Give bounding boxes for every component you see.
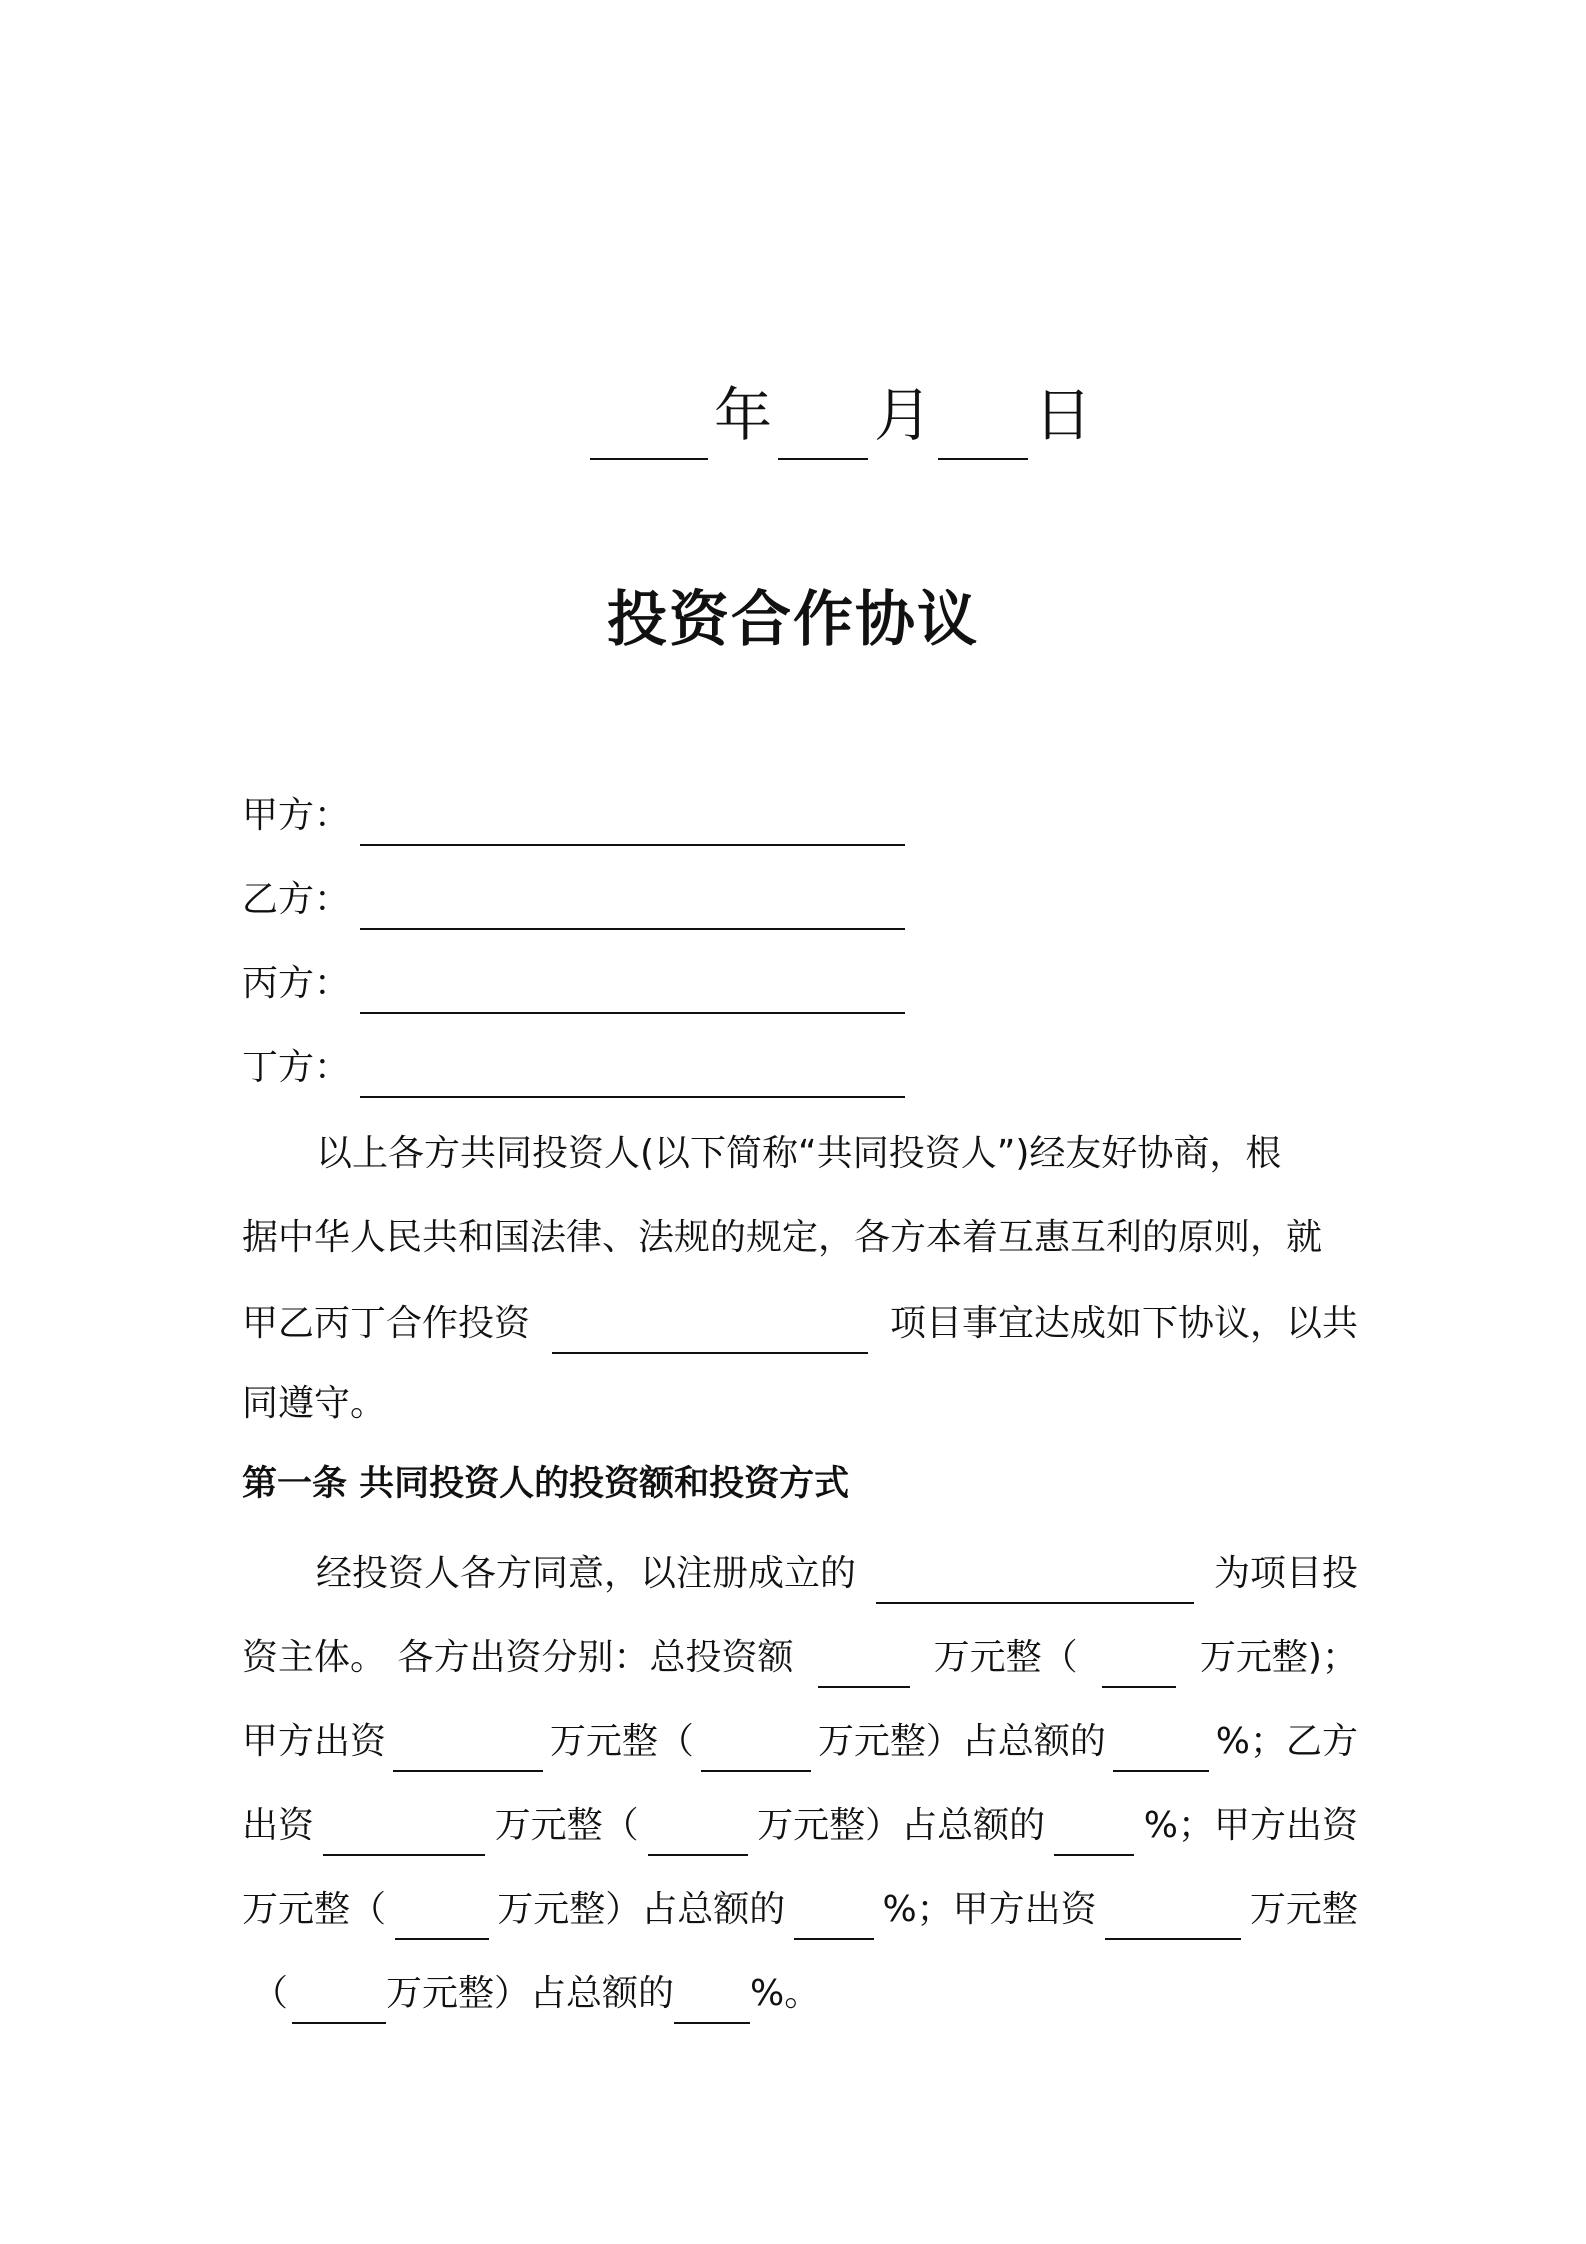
party-c-blank[interactable] xyxy=(360,954,905,1014)
party-c-amount-words-blank[interactable] xyxy=(395,1880,489,1940)
party-a-amount-blank[interactable] xyxy=(393,1712,543,1772)
intro-text-1: 以上各方共同投资人(以下简称“共同投资人”)经友好协商，根 xyxy=(316,1133,1282,1174)
party-d-label: 丁方： xyxy=(242,1047,351,1088)
party-b-label: 乙方： xyxy=(242,879,351,920)
intro-line-2 xyxy=(242,1204,1358,1268)
a1-text-2c: 万元整)； xyxy=(1199,1637,1358,1678)
party-b-amount-words-blank[interactable] xyxy=(648,1796,748,1856)
party-d-amount-words-blank[interactable] xyxy=(292,1964,386,2024)
intro-text-2: 据中华人民共和国法律、法规的规定，各方本着互惠互利的原则，就 xyxy=(242,1217,1323,1258)
total-investment-words-blank[interactable] xyxy=(1102,1628,1176,1688)
article-1-line-4 xyxy=(242,1792,1358,1856)
a1-text-1a: 经投资人各方同意，以注册成立的 xyxy=(316,1553,857,1594)
a1-text-6b: 万元整）占总额的 xyxy=(386,1973,675,2014)
day-blank[interactable] xyxy=(938,378,1028,460)
party-c-percent-blank[interactable] xyxy=(794,1880,874,1940)
party-a-percent-blank[interactable] xyxy=(1113,1712,1209,1772)
party-d-percent-blank[interactable] xyxy=(674,1964,750,2024)
article-1-line-2 xyxy=(242,1624,1358,1688)
a1-text-6a: （ xyxy=(252,1973,289,2014)
a1-text-4b: 万元整（ xyxy=(494,1805,639,1846)
day-label: 日 xyxy=(1034,381,1093,449)
party-a-row xyxy=(242,786,905,846)
party-a-amount-words-blank[interactable] xyxy=(701,1712,811,1772)
party-b-row xyxy=(242,870,905,930)
a1-text-3d: %；乙方 xyxy=(1215,1721,1358,1762)
party-b-amount-blank[interactable] xyxy=(323,1796,485,1856)
article-1-line-6 xyxy=(242,1960,1358,2024)
a1-text-3b: 万元整（ xyxy=(549,1721,694,1762)
party-b-blank[interactable] xyxy=(360,870,905,930)
project-name-blank[interactable] xyxy=(552,1294,868,1354)
intro-line-3 xyxy=(242,1290,1358,1354)
article-1-line-5 xyxy=(242,1876,1358,1940)
party-d-blank[interactable] xyxy=(360,1038,905,1098)
party-b-percent-blank[interactable] xyxy=(1054,1796,1134,1856)
article-1-heading: 第一条 共同投资人的投资额和投资方式 xyxy=(242,1464,850,1504)
a1-text-5a: 万元整（ xyxy=(242,1889,387,1930)
a1-text-3c: 万元整）占总额的 xyxy=(817,1721,1106,1762)
party-d-amount-blank[interactable] xyxy=(1105,1880,1241,1940)
a1-text-4a: 出资 xyxy=(242,1805,315,1846)
date-line xyxy=(590,370,1092,460)
intro-text-3b: 项目事宜达成如下协议，以共 xyxy=(889,1303,1358,1344)
a1-text-5c: %；甲方出资 xyxy=(882,1889,1097,1930)
year-label: 年 xyxy=(714,381,773,449)
month-label: 月 xyxy=(874,381,933,449)
total-investment-blank[interactable] xyxy=(818,1628,910,1688)
party-c-row xyxy=(242,954,905,1014)
intro-line-1 xyxy=(242,1120,1358,1184)
a1-text-5b: 万元整）占总额的 xyxy=(497,1889,786,1930)
entity-name-blank[interactable] xyxy=(876,1544,1194,1604)
intro-text-3a: 甲乙丙丁合作投资 xyxy=(242,1303,531,1344)
party-a-blank[interactable] xyxy=(360,786,905,846)
a1-text-5d: 万元整 xyxy=(1249,1889,1358,1930)
document-title: 投资合作协议 xyxy=(607,585,979,655)
article-1-line-1 xyxy=(242,1540,1358,1604)
a1-text-6c: %。 xyxy=(750,1973,821,2014)
party-c-label: 丙方： xyxy=(242,963,351,1004)
party-a-label: 甲方： xyxy=(242,795,351,836)
a1-text-4d: %；甲方出资 xyxy=(1143,1805,1358,1846)
month-blank[interactable] xyxy=(778,378,868,460)
intro-text-4: 同遵守。 xyxy=(242,1383,387,1424)
a1-text-3a: 甲方出资 xyxy=(242,1721,387,1762)
a1-text-4c: 万元整）占总额的 xyxy=(757,1805,1046,1846)
article-1-line-3 xyxy=(242,1708,1358,1772)
intro-line-4 xyxy=(242,1370,1358,1434)
a1-text-2a: 资主体。 各方出资分别：总投资额 xyxy=(242,1637,794,1678)
year-blank[interactable] xyxy=(590,378,708,460)
party-d-row xyxy=(242,1038,905,1098)
a1-text-2b: 万元整（ xyxy=(933,1637,1078,1678)
a1-text-1b: 为项目投 xyxy=(1213,1553,1358,1594)
